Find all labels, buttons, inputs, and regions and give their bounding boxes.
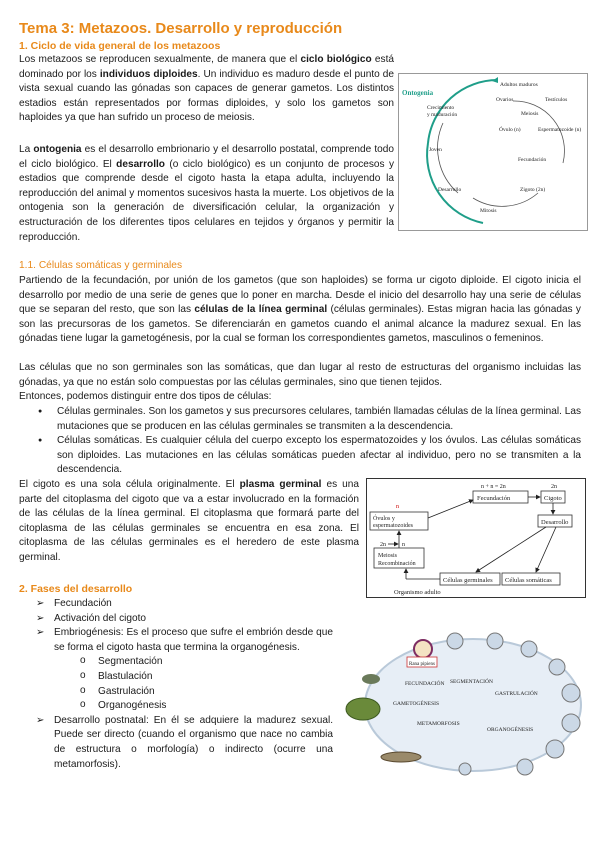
fig2-meiosis: Meiosis <box>378 553 398 559</box>
development-cycle-figure <box>345 627 587 779</box>
fig2-fecundacion: Fecundación <box>477 495 511 502</box>
cell-types-list <box>19 405 581 478</box>
s1-paragraph-2a: La ontogenia es el desarrollo embrionario y el desarrollo postatal, comprende todo el ciclo biológico. El desarrollo (o ciclo biológico) es un conjunto de procesos y estadios que comprende desde el cigoto hasta la etapa adulta, incluyendo la reproducción del animal y momentos sucesivos hasta la muerte. Los objetivos de la ontogenia son la generación de diversificación celular, la organización y estructuración de los diferentes tipos celulares en tejidos y órganos y permitir la reproducción. <box>19 144 394 243</box>
list-item: ➢ Desarrollo postnatal: En él se adquiere la madurez sexual. Puede ser directo (cuando el organismo que nace no cambia de estructura o morfología) o indirecto (ocurre una metamorfosis). <box>36 714 333 772</box>
fig3-organogenesis: ORGANOGÉNESIS <box>487 727 534 733</box>
fig1-meiosis: Meiosis <box>521 111 539 117</box>
list-item: ➢ Activación del cigoto <box>36 612 333 627</box>
sub-item: o Blastulación <box>54 670 333 685</box>
fig2-ovulos-2: espermatozoides <box>373 523 413 529</box>
fig3-gastrulacion: GASTRULACIÓN <box>495 691 538 697</box>
embryogenesis-sublist <box>54 655 333 713</box>
fig2-arrow-n: n <box>402 542 405 548</box>
fig2-n-label: n <box>396 504 399 510</box>
fig1-joven: Joven <box>429 147 442 153</box>
fig2-2n: 2n <box>380 542 386 548</box>
section-1-heading: 1. Ciclo de vida general de los metazoos <box>19 40 221 52</box>
fig2-adulto: Organismo adulto <box>394 589 441 596</box>
phases-list <box>36 597 333 772</box>
section-1-1-heading: 1.1. Células somáticas y germinales <box>19 260 183 271</box>
fig1-crecimiento-2: y maduración <box>427 112 458 118</box>
list-item: ● Células germinales. Son los gametos y sus precursores celulares, también llamadas células de la línea germinal. Las mutaciones que se producen en las células germinales se transmiten a la descendencia. <box>19 405 581 434</box>
fig2-desarrollo: Desarrollo <box>541 519 569 526</box>
life-cycle-figure <box>398 73 588 231</box>
fig3-gametogenesis: GAMETOGÉNESIS <box>393 701 440 707</box>
s11-paragraph-1: Partiendo de la fecundación, por unión de los gametos (que son haploides) se forma ur cigoto diploide. El cigoto inicia el desarrollo por medio de una serie de genes que lo poner en marcha. Desde el inicio del desarrollo hay una serie de células que se separan del resto, que son las células de la línea germinal (células germinales). Estas migran hacia las gónadas y son las precursoras de los gametos. Se diferenciarán en gametos cuando el animal alcance la madurez sexual. En las gónadas tiene lugar la gametogénesis, por la cual se forman los correspondientes gametos, masculinos o femeninos. <box>19 275 581 345</box>
fig1-ontogenia: Ontogenia <box>402 89 434 97</box>
s11-paragraph-2: Las células que no son germinales son las somáticas, que dan lugar al resto de estructuras del organismo incluidas las gónadas, ya que no están solo compuestas por las células germinales, sino que tienen tejidos. <box>19 362 581 388</box>
sub-item: o Segmentación <box>54 655 333 670</box>
fig1-esperma: Espermatozoide (n) <box>538 127 582 133</box>
list-item: ➢ Embriogénesis: Es el proceso que sufre el embrión desde que se forma el cigoto hasta que termina la organogénesis. o Segmentación o Blastulación o Gastrulación o Organogénesis <box>36 626 333 714</box>
germ-line-figure <box>366 478 586 598</box>
fig1-zigoto: Zigoto (2n) <box>520 187 546 193</box>
fig2-formula: n + n = 2n <box>481 484 506 490</box>
fig2-somaticas: Células somáticas <box>505 577 552 584</box>
fig1-testiculos: Testículos <box>545 97 568 103</box>
fig2-germinales: Células germinales <box>443 577 493 584</box>
fig1-ovulo: Óvulo (n) <box>499 127 521 133</box>
fig1-mitosis: Mitosis <box>480 208 497 214</box>
fig1-ovarios: Ovarios <box>496 97 514 103</box>
fig2-ovulos-1: Óvulos y <box>373 516 395 522</box>
list-item: ➢ Fecundación <box>36 597 333 612</box>
fig1-desarrollo: Desarrollo <box>438 187 462 193</box>
s11-paragraph-3: Entonces, podemos distinguir entre dos tipos de células: <box>19 391 272 402</box>
fig3-metamorfosis: METAMORFOSIS <box>417 721 460 727</box>
page-title: Tema 3: Metazoos. Desarrollo y reproducción <box>19 20 343 37</box>
fig1-fecundacion: Fecundación <box>518 157 547 163</box>
section-2-heading: 2. Fases del desarrollo <box>19 583 133 595</box>
fig2-2n-top: 2n <box>551 484 557 490</box>
fig1-crecimiento-1: Crecimiento <box>427 105 455 111</box>
fig2-cigoto: Cigoto <box>544 495 562 502</box>
fig3-segmentacion: SEGMENTACIÓN <box>450 679 493 685</box>
s11-paragraph-4: El cigoto es una sola célula originalmente. El plasma germinal es una parte del citoplasma del cigoto que va a estar involucrado en la formación de las células de la línea germinal. El citoplasma que formará parte del citoplasma de las células germinales se encuentra en esa zona. El citoplasma de las células germinales es el heredero de este plasma germinal. <box>19 479 359 563</box>
fig1-adultos: Adultos maduros <box>500 82 538 88</box>
s1-paragraph-1: Los metazoos se reproducen sexualmente, de manera que el ciclo biológico está dominado por los individuos diploides. Un individuo es maduro desde el punto de vista sexual cuando las gónadas son capaces de generar gametos. Los distintos estadios están representados por formas diploides, y solo los gametos son haploides ya que han sufrido un proceso de meiosis. <box>19 54 394 124</box>
fig3-fecundacion: FECUNDACIÓN <box>405 681 445 687</box>
list-item: ● Células somáticas. Es cualquier célula del cuerpo excepto los espermatozoides y los óvulos. Las células somáticas son diploides. Las mutaciones en las células somáticas pueden afectar al individuo, pero no se transmiten a la descendencia. <box>19 434 581 478</box>
sub-item: o Gastrulación <box>54 685 333 700</box>
sub-item: o Organogénesis <box>54 699 333 714</box>
fig3-highlight: Rana pipiens <box>409 662 435 667</box>
fig2-recombinacion: Recombinación <box>378 561 416 567</box>
